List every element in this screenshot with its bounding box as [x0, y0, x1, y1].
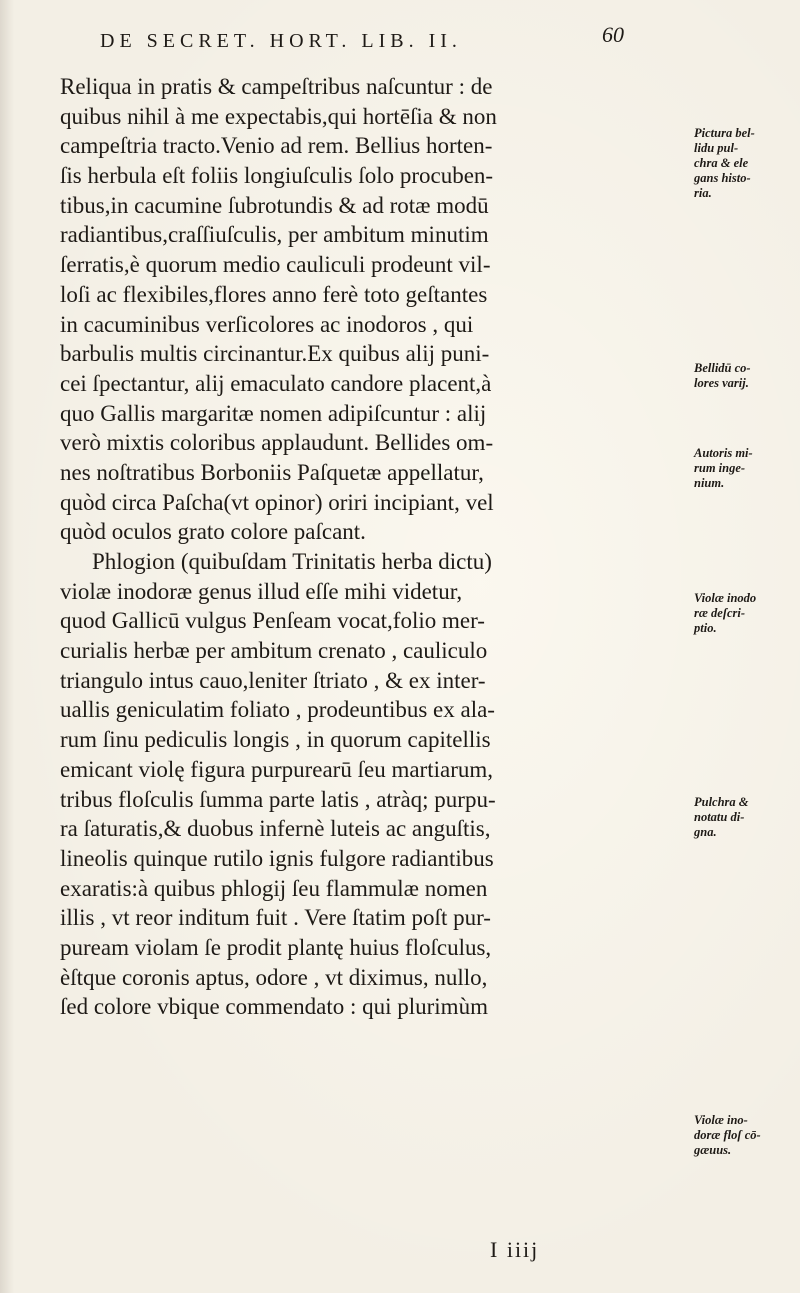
text-line: ſed colore vbique commendato : qui plurimùm — [60, 994, 488, 1020]
text-line: ſis herbula eſt foliis longiuſculis ſolo procuben- — [60, 163, 494, 189]
page-header — [60, 22, 700, 62]
margin-note-line: gæuus. — [694, 1143, 732, 1157]
text-line: quòd oculos grato colore paſcant. — [60, 519, 366, 545]
margin-note-line: Autoris mi- — [694, 446, 753, 460]
margin-note-1 — [694, 126, 798, 201]
margin-note-line: doræ floſ cō- — [694, 1128, 761, 1142]
margin-note-4 — [694, 591, 798, 636]
margin-note-line: ptio. — [694, 621, 717, 635]
margin-note-line: ræ deſcri- — [694, 606, 746, 620]
text-line: quòd circa Paſcha(vt opinor) oriri incipiant, vel — [60, 489, 494, 515]
text-line: verò mixtis coloribus applaudunt. Bellides om- — [60, 430, 494, 456]
margin-note-6 — [694, 1113, 798, 1158]
margin-note-line: notatu di- — [694, 810, 745, 824]
text-line: campeſtria tracto.Venio ad rem. Bellius horten- — [60, 133, 493, 159]
margin-note-line: gans histo- — [694, 171, 751, 185]
main-text-block — [60, 72, 620, 1022]
paragraph-start-line: Phlogion (quibuſdam Trinitatis herba dictu) — [92, 549, 492, 574]
margin-note-line: nium. — [694, 476, 725, 490]
margin-note-line: rum inge- — [694, 461, 746, 475]
text-line: puream violam ſe prodit plantę huius floſculus, — [60, 934, 492, 960]
text-line: exaratis:à quibus phlogij ſeu flammulæ nomen — [60, 875, 488, 901]
running-head: DE SECRET. HORT. LIB. II. — [100, 30, 462, 52]
text-line: tibus,in cacumine ſubrotundis & ad rotæ modū — [60, 192, 489, 218]
text-line: triangulo intus cauo,leniter ſtriato , & ex inter- — [60, 667, 486, 693]
margin-note-line: Bellidū co- — [694, 361, 751, 375]
margin-note-line: gna. — [694, 825, 717, 839]
margin-note-line: Violæ ino- — [694, 1113, 748, 1127]
margin-note-line: ria. — [694, 186, 712, 200]
text-line: lineolis quinque rutilo ignis fulgore radiantibus — [60, 845, 494, 871]
text-line: ra ſaturatis,& duobus infernè luteis ac anguſtis, — [60, 816, 491, 842]
text-line: barbulis multis circinantur.Ex quibus alij puni- — [60, 341, 490, 367]
margin-note-line: Violæ inodo — [694, 591, 757, 605]
margin-note-line: chra & ele — [694, 156, 749, 170]
margin-note-line: lores varij. — [694, 376, 749, 390]
margin-note-line: lidu pul- — [694, 141, 739, 155]
text-line: Reliqua in pratis & campeſtribus naſcuntur : de — [60, 74, 493, 99]
text-line: nes noſtratibus Borboniis Paſquetæ appellatur, — [60, 459, 484, 485]
signature-mark: I iiij — [490, 1237, 540, 1262]
text-line: radiantibus,craſſiuſculis, per ambitum minutim — [60, 222, 489, 248]
text-line: cei ſpectantur, alij emaculato candore placent,à — [60, 370, 492, 396]
margin-note-line: Pulchra & — [694, 795, 749, 809]
text-line: violæ inodoræ genus illud eſſe mihi videtur, — [60, 578, 463, 604]
text-line: uallis geniculatim foliato , prodeuntibus ex ala- — [60, 697, 495, 723]
text-line: quibus nihil à me expectabis,qui hortēſia & non — [60, 103, 497, 129]
text-line: quod Gallicū vulgus Penſeam vocat,folio mer- — [60, 608, 485, 634]
text-line: ſerratis,è quorum medio cauliculi prodeunt vil- — [60, 252, 491, 278]
page-gutter-shadow — [0, 0, 14, 1293]
page-number: 60 — [602, 22, 624, 47]
text-line: tribus floſculis ſumma parte latis , atràq; purpu- — [60, 786, 496, 812]
text-line: quo Gallis margaritæ nomen adipiſcuntur : alij — [60, 400, 487, 426]
text-line: curialis herbæ per ambitum crenato , cauliculo — [60, 638, 488, 664]
margin-note-5 — [694, 795, 798, 840]
margin-note-3 — [694, 446, 798, 491]
text-line: emicant violę figura purpurearū ſeu martiarum, — [60, 756, 493, 782]
margin-note-line: Pictura bel- — [694, 126, 755, 140]
text-line: èſtque coronis aptus, odore , vt diximus, nullo, — [60, 964, 488, 990]
text-line: loſi ac flexibiles,flores anno ferè toto geſtantes — [60, 281, 488, 307]
text-line: rum ſinu pediculis longis , in quorum capitellis — [60, 727, 491, 753]
text-line: illis , vt reor inditum fuit . Vere ſtatim poſt pur- — [60, 905, 491, 931]
text-line: in cacuminibus verſicolores ac inodoros , qui — [60, 311, 474, 337]
margin-note-2 — [694, 361, 798, 391]
